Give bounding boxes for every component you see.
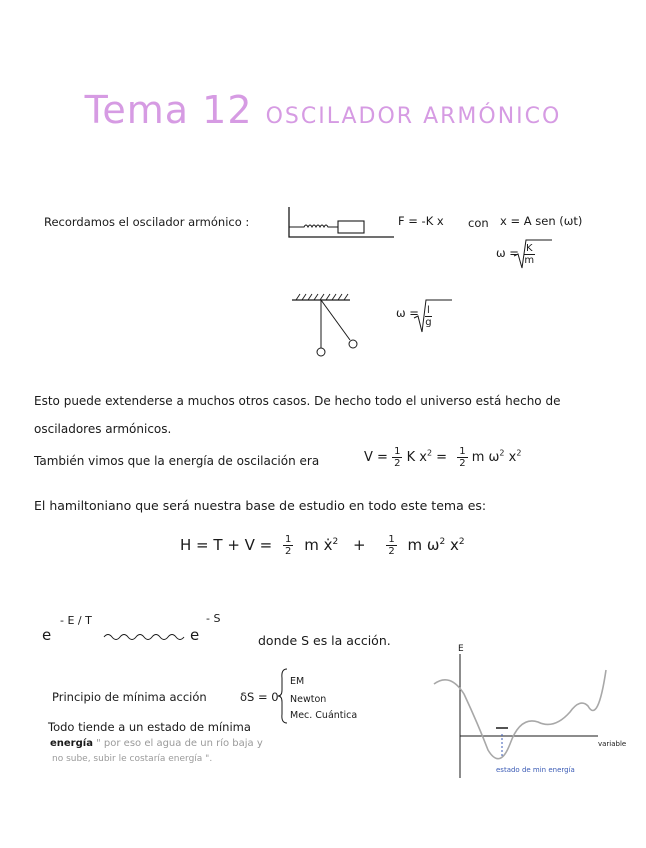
- omega-den: m: [524, 255, 535, 266]
- pendulum-omega-lhs: ω =: [396, 306, 419, 320]
- equals-sign: =: [436, 450, 448, 465]
- frac-num: 1: [394, 446, 401, 457]
- graph-x-label: variable: [598, 740, 627, 748]
- title-sub: OSCILADOR ARMÓNICO: [265, 104, 562, 129]
- page-title: [0, 88, 646, 132]
- hamiltonian-text: El hamiltoniano que será nuestra base de estudio en todo este tema es:: [34, 498, 487, 513]
- delta-s: δS = 0: [240, 690, 279, 704]
- exp-e2: e: [190, 626, 200, 644]
- tendency-bold: energía: [50, 738, 93, 749]
- spring-mass-icon: [286, 205, 396, 241]
- sqrt-sign-icon: [414, 298, 454, 334]
- exponent: 2: [458, 537, 465, 547]
- frac-den: 2: [394, 458, 401, 469]
- tendency-line-2: [50, 738, 263, 749]
- frac-num: 1: [388, 534, 395, 545]
- exponent: 2: [426, 448, 433, 458]
- plus-sign: +: [352, 536, 366, 554]
- con-text: con: [468, 216, 489, 230]
- frac-num: 1: [459, 446, 466, 457]
- principle-item-mec: Mec. Cuántica: [290, 710, 358, 721]
- hamiltonian-equation: [180, 534, 465, 557]
- frac-num: 1: [285, 534, 292, 545]
- pendulum-num: l: [427, 305, 430, 316]
- graph-y-label: E: [458, 644, 464, 654]
- force-eq: F = -K x: [398, 214, 444, 228]
- graph-min-label: estado de min energía: [496, 766, 575, 774]
- position-eq: x = A sen (ωt): [500, 214, 583, 228]
- donde-text: donde S es la acción.: [258, 633, 391, 648]
- exponent: 2: [439, 537, 446, 547]
- principle-item-em: EM: [290, 676, 305, 687]
- exp-e1: e: [42, 626, 52, 644]
- energy-graph: [430, 640, 630, 780]
- frac-den: 2: [388, 546, 395, 557]
- energy-v-lhs: V =: [364, 450, 388, 465]
- hamiltonian-lhs: H = T + V =: [180, 536, 273, 554]
- exponent: 2: [499, 448, 505, 458]
- exponent: 2: [332, 537, 339, 547]
- pendulum-den: g: [425, 317, 432, 328]
- exp-e2-power: - S: [206, 612, 221, 625]
- hamiltonian-mx: m ẋ: [304, 536, 333, 554]
- tendency-gray-1: " por eso el agua de un río baja y: [96, 738, 263, 749]
- energy-text: También vimos que la energía de oscilación era: [34, 454, 320, 468]
- frac-den: 2: [285, 546, 292, 557]
- energy-equation: [364, 446, 521, 469]
- hamiltonian-x: x: [449, 536, 459, 554]
- tendency-line-3: no sube, subir le costaría energía ".: [52, 754, 213, 764]
- principle-text: Principio de mínima acción: [52, 690, 207, 704]
- recordamos-text: Recordamos el oscilador armónico :: [44, 215, 250, 229]
- paragraph-line-1: Esto puede extenderse a muchos otros casos. De hecho todo el universo está hecho de: [34, 394, 561, 408]
- omega-num: K: [526, 243, 533, 254]
- tendency-line-1: Todo tiende a un estado de mínima: [48, 720, 251, 734]
- wavy-arrow-icon: [104, 632, 184, 642]
- brace-icon: [278, 668, 288, 724]
- pendulum-icon: [290, 292, 370, 362]
- hamiltonian-mw: m ω: [407, 536, 440, 554]
- exp-e1-power: - E / T: [60, 614, 92, 627]
- energy-mw: m ω: [471, 450, 500, 465]
- exponent: 2: [516, 448, 522, 458]
- frac-den: 2: [459, 458, 466, 469]
- omega-lhs: ω =: [496, 246, 519, 260]
- title-main: Tema 12: [84, 88, 253, 132]
- principle-item-newton: Newton: [290, 694, 327, 705]
- energy-x: x: [508, 450, 517, 465]
- paragraph-line-2: osciladores armónicos.: [34, 422, 172, 436]
- energy-kx: K x: [406, 450, 427, 465]
